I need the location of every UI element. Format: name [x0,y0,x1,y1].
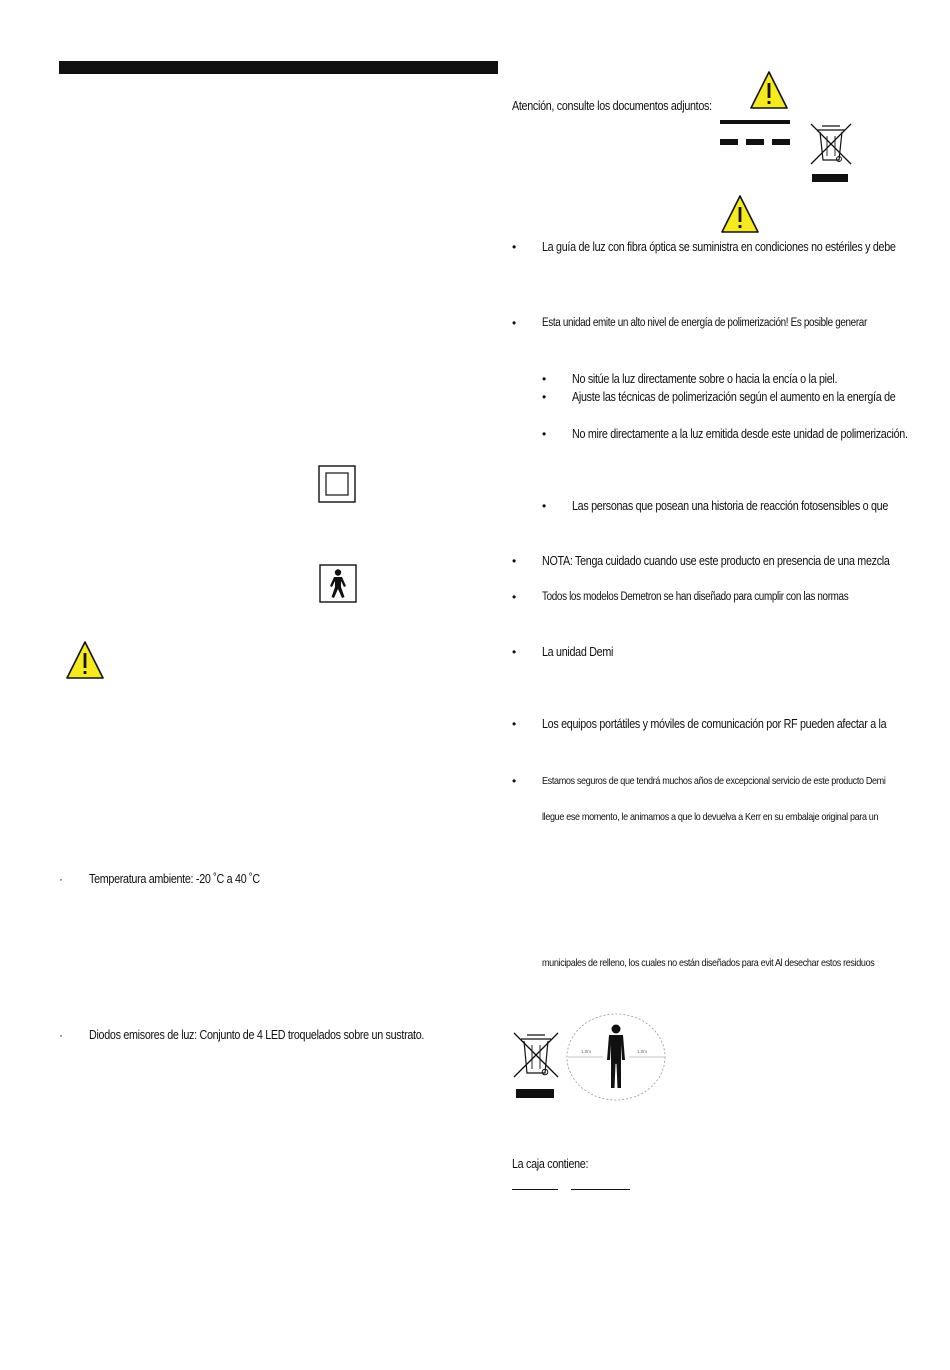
bullet: • [542,390,547,404]
list-item: La guía de luz con fibra óptica se suministra en condiciones no estériles y debe [542,240,896,254]
bullet: • [512,554,517,568]
list-item-continuation: llegue ese momento, le animamos a que lo devuelva a Kerr en su embalaje original para un [542,811,879,823]
blank-line [512,1189,558,1190]
bullet: • [512,316,517,330]
temperature-text: Temperatura ambiente: -20 ˚C a 40 ˚C [89,872,260,886]
distance-label-left: 1.0m [581,1049,592,1054]
attention-text: Atención, consulte los documentos adjuntos: [512,99,712,113]
bullet: • [512,590,517,604]
direct-current-icon [720,118,790,148]
bullet: • [542,372,547,386]
bullet: • [542,499,547,513]
list-item: Ajuste las técnicas de polimerización según el aumento en la energía de [572,390,896,404]
warning-triangle-icon [749,70,789,110]
crossed-bin-icon [511,1031,561,1101]
list-item: La unidad Demi [542,645,614,659]
diodes-text: Diodos emisores de luz: Conjunto de 4 LED troquelados sobre un sustrato. [89,1028,425,1042]
type-bf-body-icon [319,564,357,603]
box-contains-text: La caja contiene: [512,1157,589,1171]
list-item: No mire directamente a la luz emitida desde este unidad de polimerización. [572,427,908,441]
bullet: • [512,645,517,659]
list-item: Las personas que posean una historia de reacción fotosensibles o que [572,499,889,513]
crossed-bin-icon [808,122,854,184]
list-item: No sitúe la luz directamente sobre o hacia la encía o la piel. [572,372,838,386]
warning-triangle-icon [65,640,105,680]
double-insulation-icon [318,465,356,503]
bullet: · [59,1028,63,1042]
bullet: • [512,240,517,254]
header-bar [59,61,498,74]
list-item: Todos los modelos Demetron se han diseñado para cumplir con las normas [542,591,849,603]
list-item: NOTA: Tenga cuidado cuando use este producto en presencia de una mezcla [542,554,890,568]
bullet: • [512,717,517,731]
bullet: · [59,872,63,886]
list-item-continuation: municipales de relleno, los cuales no están diseñados para evit Al desechar estos residuos [542,957,875,969]
distance-label-right: 1.0m [637,1049,648,1054]
bullet: • [542,427,547,441]
warning-triangle-icon [720,194,760,234]
list-item: Los equipos portátiles y móviles de comunicación por RF pueden afectar a la [542,717,887,731]
list-item: Esta unidad emite un alto nivel de energía de polimerización! Es posible generar [542,317,867,329]
blank-line [571,1189,630,1190]
operator-distance-icon [565,1012,667,1102]
list-item: Estamos seguros de que tendrá muchos años de excepcional servicio de este producto Demi [542,775,886,787]
bullet: • [512,774,517,788]
